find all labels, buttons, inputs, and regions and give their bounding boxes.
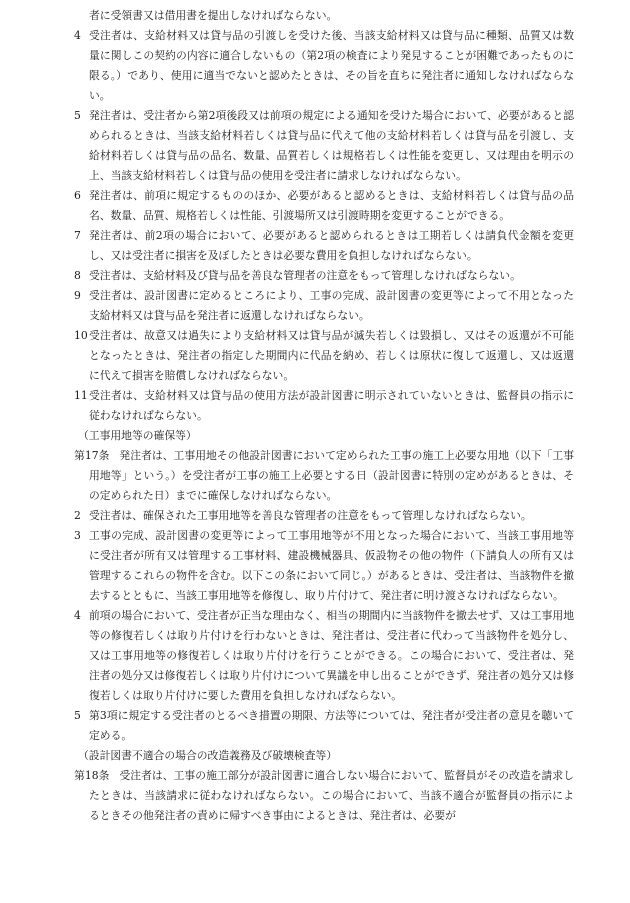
paragraph-text: 受注者は、設計図書に定めるところにより、工事の完成、設計図書の変更等によって不用となった支給材料又は貸与品を発注者に返還しなければならない。 [89,289,574,322]
paragraph-text: 工事の完成、設計図書の変更等によって工事用地等が不用となった場合において、当該工事用地等に受注者が所有又は管理する工事材料、建設機械器具、仮設物その他の物件（下請負人の所有又は管理するこれらの物件を含む。以下この条において同じ。）があるときは、受注者は、当該物件を撤去するとともに、当該工事用地等を修復し、取り片付けて、発注者に明け渡さなければならない。 [89,529,574,602]
paragraph-item [74,506,574,526]
article-17-lead [74,446,574,506]
paragraph-text: 受注者は、故意又は過失により支給材料又は貸与品が滅失若しくは毀損し、又はその返還が不可能となったときは、発注者の指定した期間内に代品を納め、若しくは原状に復して返還し、又は返還に代えて損害を賠償しなければならない。 [89,329,574,382]
paragraph-text: 前項の場合において、受注者が正当な理由なく、相当の期間内に当該物件を撤去せず、又は工事用地等の修復若しくは取り片付けを行わないときは、発注者は、受注者に代わって当該物件を処分し、又は工事用地等の修復若しくは取り片付けを行うことができる。この場合において、受注者は、発注者の処分又は修復若しくは取り片付けについて異議を申し出ることができず、発注者の処分又は修復若しくは取り片付けに要した費用を負担しなければならない。 [89,609,574,702]
paragraph-number: 4 [74,29,81,42]
paragraph-number: 7 [74,229,81,242]
paragraph-number: 5 [74,109,81,122]
paragraph-number: 6 [74,189,81,202]
paragraph-text: 受注者は、確保された工事用地等を善良な管理者の注意をもって管理しなければならない。 [89,509,532,522]
paragraph-number: 4 [74,609,81,622]
paragraph-item [74,606,574,706]
paragraph-text: 受注者は、支給材料又は貸与品の使用方法が設計図書に明示されていないときは、監督員の指示に従わなければならない。 [89,389,574,422]
paragraph-item [74,106,574,186]
article-16-items [74,26,574,426]
paragraph-item [74,286,574,326]
paragraph-item [74,26,574,106]
paragraph-number: 10 [74,329,88,342]
paragraph-number: 8 [74,269,81,282]
paragraph-text: 発注者は、受注者から第2項後段又は前項の規定による通知を受けた場合において、必要があると認められるときは、当該支給材料若しくは貸与品に代えて他の支給材料若しくは貸与品を引渡し、支給材料若しくは貸与品の品名、数量、品質若しくは規格若しくは性能を変更し、又は理由を明示の上、当該支給材料若しくは貸与品の使用を受注者に請求しなければならない。 [89,109,574,182]
paragraph-item [74,706,574,746]
paragraph-number: 3 [74,529,81,542]
paragraph-item [74,266,574,286]
article-18-number: 第18条 [74,769,110,782]
paragraph-text: 受注者は、支給材料及び貸与品を善良な管理者の注意をもって管理しなければならない。 [89,269,521,282]
article-17-caption: （工事用地等の確保等） [78,429,197,442]
article-18-lead-text: 受注者は、工事の施工部分が設計図書に適合しない場合において、監督員がその改造を請求したときは、当該請求に従わなければならない。この場合において、当該不適合が監督員の指示によるときその他発注者の責めに帰すべき事由によるときは、発注者は、必要が [89,769,574,822]
paragraph-text: 発注者は、前2項の場合において、必要があると認められるときは工期若しくは請負代金額を変更し、又は受注者に損害を及ぼしたときは必要な費用を負担しなければならない。 [89,229,574,262]
article-17-lead-text: 発注者は、工事用地その他設計図書において定められた工事の施工上必要な用地（以下「工事用地等」という。）を受注者が工事の施工上必要とする日（設計図書に特別の定めがあるときは、その定められた日）までに確保しなければならない。 [89,449,574,502]
paragraph-number: 2 [74,509,81,522]
article-17-items [74,506,574,746]
paragraph-item [74,186,574,226]
continuation-text: 者に受領書又は借用書を提出しなければならない。 [89,9,338,22]
paragraph-item [74,526,574,606]
paragraph-number: 9 [74,289,81,302]
article-17-number: 第17条 [74,449,110,462]
paragraph-text: 受注者は、支給材料又は貸与品の引渡しを受けた後、当該支給材料又は貸与品に種類、品質又は数量に関しこの契約の内容に適合しないもの（第2項の検査により発見することが困難であったものに限る。）であり、使用に適当でないと認めたときは、その旨を直ちに発注者に通知しなければならない。 [89,29,574,102]
article-18-lead [74,766,574,826]
paragraph-number: 5 [74,709,81,722]
paragraph-item [74,386,574,426]
paragraph-text: 第3項に規定する受注者のとるべき措置の期限、方法等については、発注者が受注者の意見を聴いて定める。 [89,709,574,742]
paragraph-number: 11 [74,389,88,402]
paragraph-item [74,226,574,266]
article-18-caption: （設計図書不適合の場合の改造義務及び破壊検査等） [78,749,338,762]
paragraph-item [74,326,574,386]
paragraph-text: 発注者は、前項に規定するもののほか、必要があると認めるときは、支給材料若しくは貸与品の品名、数量、品質、規格若しくは性能、引渡場所又は引渡時期を変更することができる。 [89,189,574,222]
